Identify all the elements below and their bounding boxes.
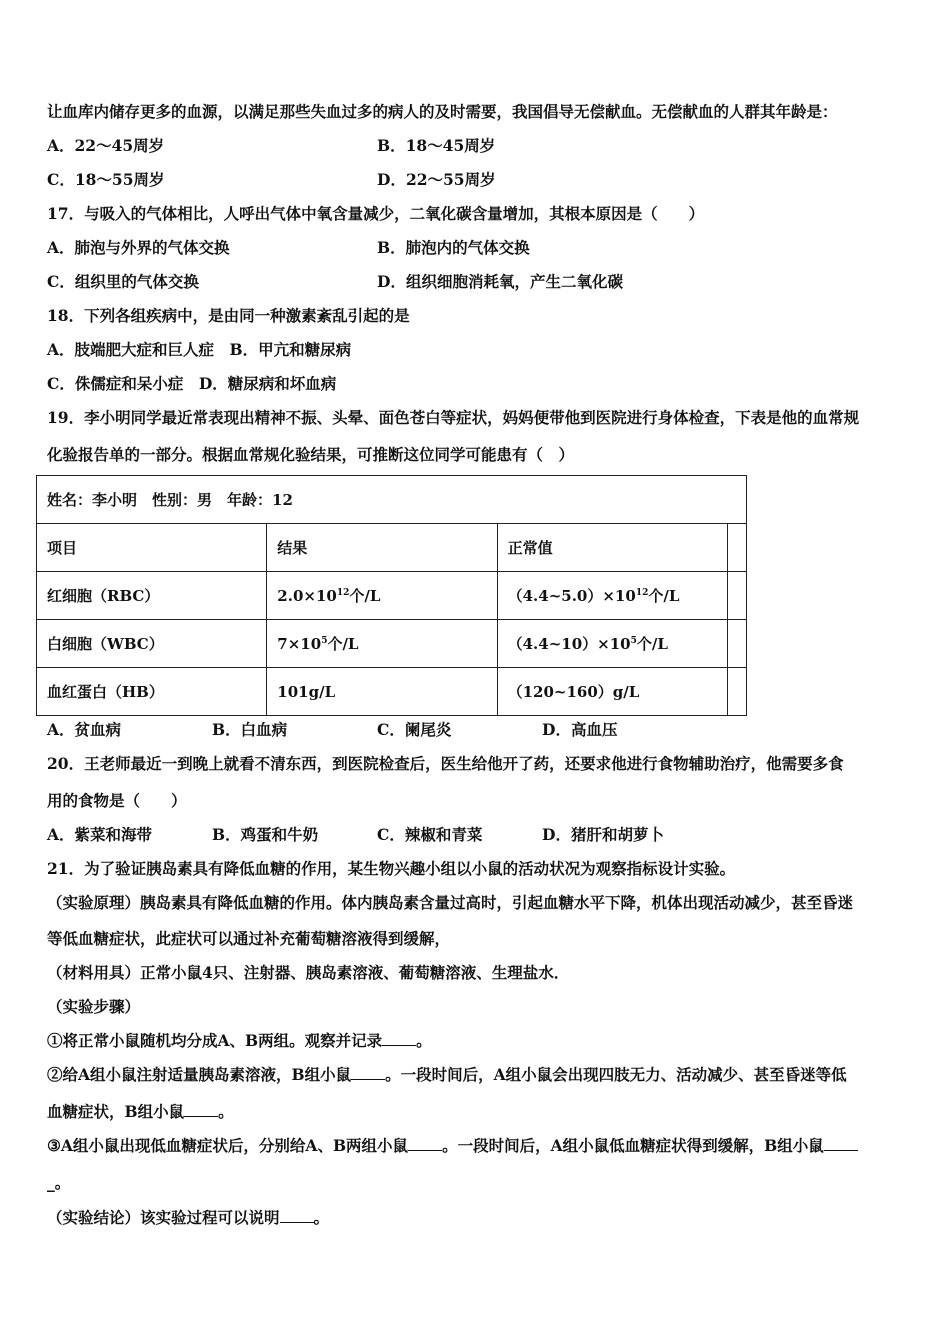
q18-options-row2: C．侏儒症和呆小症 D．糖尿病和坏血病 bbox=[47, 374, 337, 393]
row-result: $7\times 10^5$个/L bbox=[267, 620, 497, 668]
table-column-row bbox=[37, 524, 747, 572]
q17-option-c: C．组织里的气体交换 bbox=[47, 272, 199, 291]
q21-step3-line2: _。 bbox=[47, 1173, 71, 1192]
q19-option-c: C．阑尾炎 bbox=[377, 720, 452, 739]
q19-stem-line1: 19．李小明同学最近常表现出精神不振、头晕、面色苍白等症状，妈妈便带他到医院进行身体检查，下表是他的血常规 bbox=[47, 408, 860, 427]
table-header-row bbox=[37, 476, 747, 524]
empty-cell bbox=[727, 620, 746, 668]
answer-blank[interactable] bbox=[824, 1136, 858, 1151]
answer-blank[interactable] bbox=[408, 1136, 442, 1151]
row-normal: $(4.4\sim 10)\times 10^5$个/L bbox=[497, 620, 727, 668]
q18-stem: 18．下列各组疾病中，是由同一种激素紊乱引起的是 bbox=[47, 306, 410, 325]
q20-option-a: A．紫菜和海带 bbox=[47, 825, 153, 844]
q21-principle-line1: （实验原理）胰岛素具有降低血糖的作用。体内胰岛素含量过高时，引起血糖水平下降，机体出现活动减少，甚至昏迷 bbox=[47, 893, 854, 912]
q21-step2-line2: 血糖症状，B组小鼠 。 bbox=[47, 1102, 234, 1121]
row-normal: $(4.4\sim 5.0)\times 10^{12}$个/L bbox=[497, 572, 727, 620]
empty-cell bbox=[727, 668, 746, 716]
table-row bbox=[37, 668, 747, 716]
row-item: 红细胞（RBC） bbox=[37, 572, 267, 620]
column-item: 项目 bbox=[37, 524, 267, 572]
q19-stem-line2: 化验报告单的一部分。根据血常规化验结果，可推断这位同学可能患有（ ） bbox=[47, 445, 575, 464]
q21-step2-line1: ②给A组小鼠注射适量胰岛素溶液，B组小鼠 。一段时间后，A组小鼠会出现四肢无力、活动减少、甚至昏迷等低 bbox=[47, 1065, 847, 1084]
q17-option-d: D．组织细胞消耗氧，产生二氧化碳 bbox=[377, 272, 623, 291]
intro-option-a: A．22～45周岁 bbox=[47, 136, 165, 155]
intro-text: 让血库内储存更多的血源，以满足那些失血过多的病人的及时需要，我国倡导无偿献血。无偿献血的人群其年龄是： bbox=[47, 102, 838, 121]
intro-option-c: C．18～55周岁 bbox=[47, 170, 165, 189]
q18-options-row1: A．肢端肥大症和巨人症 B．甲亢和糖尿病 bbox=[47, 340, 352, 359]
q21-stem: 21．为了验证胰岛素具有降低血糖的作用，某生物兴趣小组以小鼠的活动状况为观察指标设计实验。 bbox=[47, 859, 736, 878]
q20-stem-line1: 20．王老师最近一到晚上就看不清东西，到医院检查后，医生给他开了药，还要求他进行食物辅助治疗，他需要多食 bbox=[47, 754, 844, 773]
answer-blank[interactable] bbox=[351, 1065, 385, 1080]
q19-option-d: D．高血压 bbox=[542, 720, 618, 739]
empty-cell bbox=[727, 524, 746, 572]
row-result: $2.0\times 10^{12}$个/L bbox=[267, 572, 497, 620]
q19-option-a: A．贫血病 bbox=[47, 720, 122, 739]
q20-option-d: D．猪肝和胡萝卜 bbox=[542, 825, 664, 844]
table-row bbox=[37, 572, 747, 620]
q20-option-c: C．辣椒和青菜 bbox=[377, 825, 483, 844]
table-row bbox=[37, 620, 747, 668]
empty-cell bbox=[727, 572, 746, 620]
column-result: 结果 bbox=[267, 524, 497, 572]
q17-stem: 17．与吸入的气体相比，人呼出气体中氧含量减少，二氧化碳含量增加，其根本原因是（ ） bbox=[47, 204, 705, 223]
q17-option-a: A．肺泡与外界的气体交换 bbox=[47, 238, 230, 257]
q17-option-b: B．肺泡内的气体交换 bbox=[377, 238, 530, 257]
answer-blank[interactable] bbox=[184, 1102, 218, 1117]
q21-step3-line1: ③A组小鼠出现低血糖症状后，分别给A、B两组小鼠 。一段时间后，A组小鼠低血糖症状得到缓解，B组小鼠 bbox=[47, 1136, 858, 1156]
intro-option-b: B．18～45周岁 bbox=[377, 136, 496, 155]
intro-option-d: D．22～55周岁 bbox=[377, 170, 496, 189]
q19-option-b: B．白血病 bbox=[212, 720, 288, 739]
q20-option-b: B．鸡蛋和牛奶 bbox=[212, 825, 319, 844]
row-item: 白细胞（WBC） bbox=[37, 620, 267, 668]
row-normal: （120~160）g/L bbox=[497, 668, 727, 716]
q20-stem-line2: 用的食物是（ ） bbox=[47, 791, 187, 810]
q21-conclusion: （实验结论）该实验过程可以说明 。 bbox=[47, 1208, 330, 1227]
column-normal: 正常值 bbox=[497, 524, 727, 572]
patient-info: 姓名：李小明 性别：男 年龄：12 bbox=[37, 476, 747, 524]
q21-steps-title: （实验步骤） bbox=[47, 997, 141, 1016]
q21-principle-line2: 等低血糖症状，此症状可以通过补充葡萄糖溶液得到缓解， bbox=[47, 929, 451, 948]
answer-blank[interactable] bbox=[280, 1208, 314, 1223]
row-result: 101g/L bbox=[267, 668, 497, 716]
q21-materials: （材料用具）正常小鼠4只、注射器、胰岛素溶液、葡萄糖溶液、生理盐水． bbox=[47, 963, 570, 982]
row-item: 血红蛋白（HB） bbox=[37, 668, 267, 716]
q21-step1: ①将正常小鼠随机均分成A、B两组。观察并记录 。 bbox=[47, 1031, 432, 1050]
blood-test-table bbox=[36, 475, 747, 716]
answer-blank[interactable] bbox=[382, 1031, 416, 1046]
